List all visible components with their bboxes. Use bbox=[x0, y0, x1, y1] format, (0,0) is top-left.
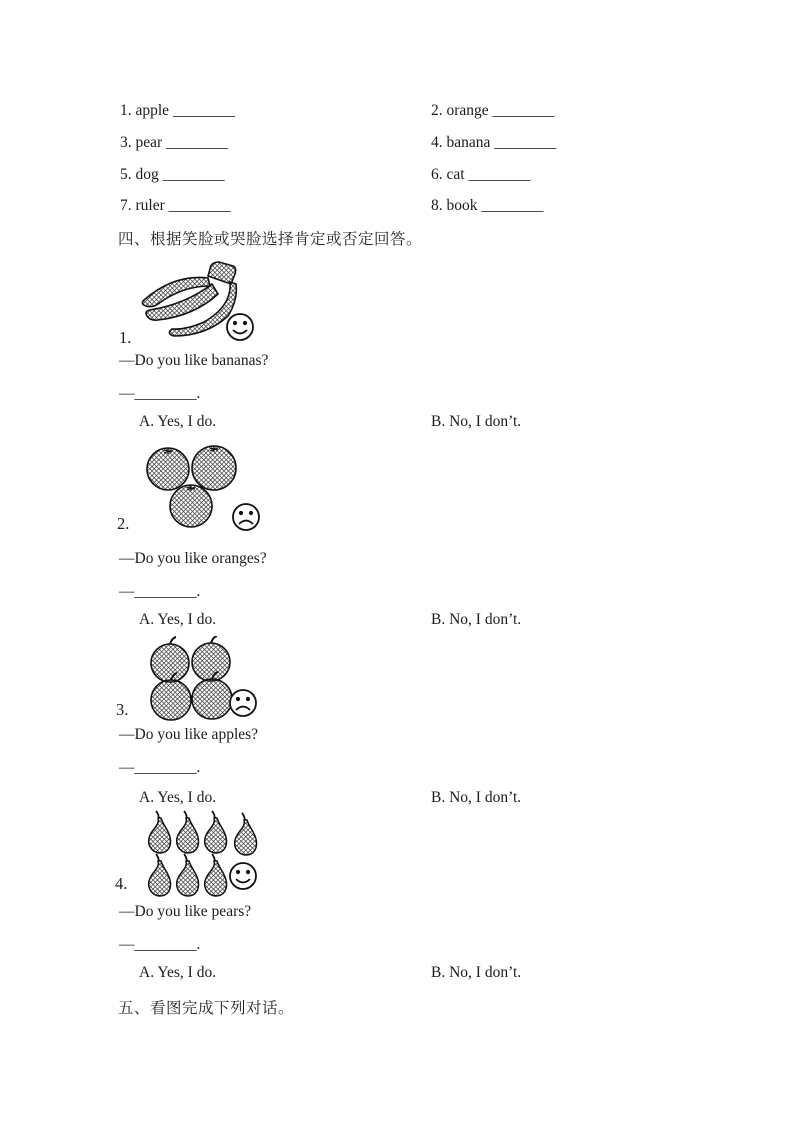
option-b: B. No, I don’t. bbox=[431, 413, 522, 430]
option-b: B. No, I don’t. bbox=[431, 964, 522, 981]
option-a: A. Yes, I do. bbox=[139, 964, 217, 981]
option-a: A. Yes, I do. bbox=[139, 413, 217, 430]
question-text: —Do you like pears? bbox=[119, 903, 252, 920]
frowny-face-icon bbox=[231, 502, 261, 532]
vocab-item-cat: 6. cat ________ bbox=[431, 166, 531, 183]
smiley-face-icon bbox=[228, 861, 258, 891]
question-text: —Do you like oranges? bbox=[119, 550, 267, 567]
vocab-item-dog: 5. dog ________ bbox=[120, 166, 225, 183]
question-text: —Do you like bananas? bbox=[119, 352, 269, 369]
section-five-heading: 五、看图完成下列对话。 bbox=[118, 1000, 295, 1017]
answer-blank: —________. bbox=[119, 936, 201, 953]
option-b: B. No, I don’t. bbox=[431, 789, 522, 806]
question-number: 1. bbox=[119, 328, 132, 347]
vocab-item-ruler: 7. ruler ________ bbox=[120, 197, 231, 214]
question-number: 3. bbox=[116, 700, 129, 719]
question-number: 4. bbox=[115, 874, 128, 893]
vocab-item-orange: 2. orange ________ bbox=[431, 102, 555, 119]
section-four-heading: 四、根据笑脸或哭脸选择肯定或否定回答。 bbox=[118, 231, 423, 248]
answer-blank: —________. bbox=[119, 759, 201, 776]
vocab-item-banana: 4. banana ________ bbox=[431, 134, 557, 151]
frowny-face-icon bbox=[228, 688, 258, 718]
option-a: A. Yes, I do. bbox=[139, 611, 217, 628]
option-a: A. Yes, I do. bbox=[139, 789, 217, 806]
apples-image bbox=[146, 636, 240, 722]
vocab-item-apple: 1. apple ________ bbox=[120, 102, 235, 119]
vocab-item-book: 8. book ________ bbox=[431, 197, 544, 214]
answer-blank: —________. bbox=[119, 583, 201, 600]
question-number: 2. bbox=[117, 514, 130, 533]
answer-blank: —________. bbox=[119, 385, 201, 402]
option-b: B. No, I don’t. bbox=[431, 611, 522, 628]
vocab-item-pear: 3. pear ________ bbox=[120, 134, 229, 151]
question-text: —Do you like apples? bbox=[119, 726, 259, 743]
smiley-face-icon bbox=[225, 312, 255, 342]
